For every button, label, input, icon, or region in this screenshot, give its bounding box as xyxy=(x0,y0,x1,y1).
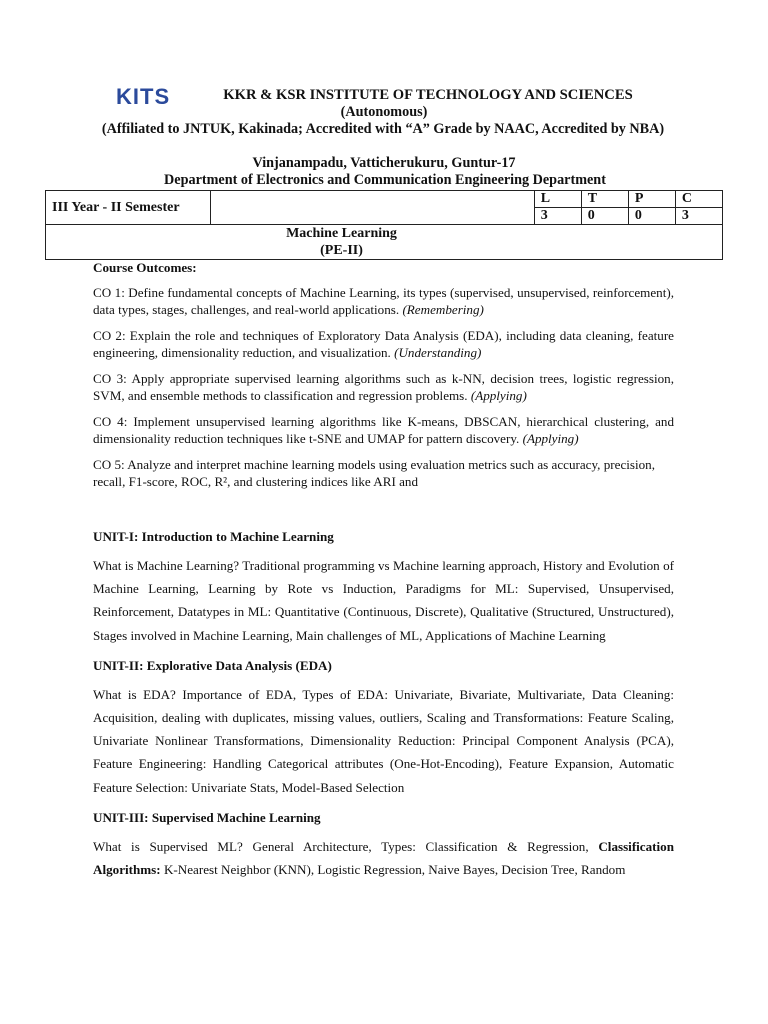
logo-text-ki: KI xyxy=(116,84,140,109)
header-p: P xyxy=(628,191,675,208)
course-outcome xyxy=(93,371,674,404)
course-outcomes-heading: Course Outcomes: xyxy=(93,260,197,275)
co-level: (Applying) xyxy=(470,387,527,403)
header-t: T xyxy=(581,191,628,208)
unit-3-body-post: K-Nearest Neighbor (KNN), Logistic Regression, Naive Bayes, Decision Tree, Random xyxy=(163,862,626,878)
value-p: 0 xyxy=(628,208,675,225)
blank-cell xyxy=(211,191,534,225)
course-outcome xyxy=(93,285,674,318)
value-t: 0 xyxy=(581,208,628,225)
unit-1-body: What is Machine Learning? Traditional programming vs Machine learning approach, History and Evolution of Machine Learning, Learning by Rote vs Induction, Paradigms for ML: Supervised, Unsupervised, Reinforcement, Datatypes in ML: Quantitative (Continuous, Discrete), Qualitative (Structured, Unstructured), Stages involved in Machine Learning, Main challenges of ML, Applications of Machine Learning xyxy=(93,558,674,643)
unit-3-body-bold: Classification Algorithms: xyxy=(93,838,674,878)
course-outcome xyxy=(93,414,674,447)
course-outcome xyxy=(93,328,674,361)
semester-row xyxy=(46,191,723,208)
semester-cell: III Year - II Semester xyxy=(46,191,211,225)
syllabus-content xyxy=(93,260,674,881)
course-row xyxy=(46,225,723,260)
value-l: 3 xyxy=(534,208,581,225)
semester-table xyxy=(45,190,723,260)
logo-text-ts: TS xyxy=(140,84,171,109)
value-c: 3 xyxy=(675,208,722,225)
affiliation-text: (Affiliated to JNTUK, Kakinada; Accredited with “A” Grade by NAAC, Accredited by NBA) xyxy=(101,121,665,137)
unit-1-title: UNIT-I: Introduction to Machine Learning xyxy=(93,529,334,544)
unit-3-title: UNIT-III: Supervised Machine Learning xyxy=(93,809,321,825)
header-c: C xyxy=(675,191,722,208)
co-level: (Applying) xyxy=(522,430,579,446)
autonomous-label: (Autonomous) xyxy=(340,104,428,120)
course-title-cell xyxy=(46,225,723,260)
co-level: (Understanding) xyxy=(394,344,482,360)
co-text: CO 1: Define fundamental concepts of Machine Learning, its types (supervised, unsupervised, reinforcement), data types, stages, challenges, and real-world applications. xyxy=(93,285,674,317)
institute-name: KKR & KSR INSTITUTE OF TECHNOLOGY AND SCIENCES xyxy=(223,87,633,103)
unit-3-body xyxy=(93,835,674,881)
co-text: CO 2: Explain the role and techniques of Exploratory Data Analysis (EDA), including data cleaning, feature engineering, dimensionality reduction, and visualization. xyxy=(93,328,674,360)
co-text: CO 4: Implement unsupervised learning algorithms like K-means, DBSCAN, hierarchical clustering, and dimensionality reduction techniques like t-SNE and UMAP for pattern discovery. xyxy=(93,414,674,446)
co-text: CO 5: Analyze and interpret machine learning models using evaluation metrics such as accuracy, precision, recall, F1-score, ROC, R², and clustering indices like ARI and xyxy=(93,457,655,489)
unit-2-title: UNIT-II: Explorative Data Analysis (EDA) xyxy=(93,657,332,673)
unit-2-body: What is EDA? Importance of EDA, Types of EDA: Univariate, Bivariate, Multivariate, Data Cleaning: Acquisition, dealing with duplicates, missing values, outliers, Scaling and Transformations: Feature Scaling, Univariate Nonlinear Transformations, Dimensionality Reduction: Principal Component Analysis (PCA), Feature Engineering: Handling Categorical attributes (One-Hot-Encoding), Feature Expansion, Automatic Feature Selection: Univariate Stats, Model-Based Selection xyxy=(93,686,674,795)
course-outcome xyxy=(93,457,674,490)
course-code: (PE-II) xyxy=(320,243,363,258)
course-name: Machine Learning xyxy=(286,226,397,241)
spacer xyxy=(93,500,674,528)
address-text: Vinjanampadu, Vatticherukuru, Guntur-17 xyxy=(252,155,516,171)
unit-3-body-pre: What is Supervised ML? General Architecture, Types: Classification & Regression, xyxy=(93,838,589,854)
department-title: Department of Electronics and Communication Engineering Department xyxy=(164,172,606,188)
co-text: CO 3: Apply appropriate supervised learning algorithms such as k-NN, decision trees, logistic regression, SVM, and ensemble methods to classification and regression problems. xyxy=(93,371,674,403)
co-level: (Remembering) xyxy=(402,301,484,317)
header-l: L xyxy=(534,191,581,208)
